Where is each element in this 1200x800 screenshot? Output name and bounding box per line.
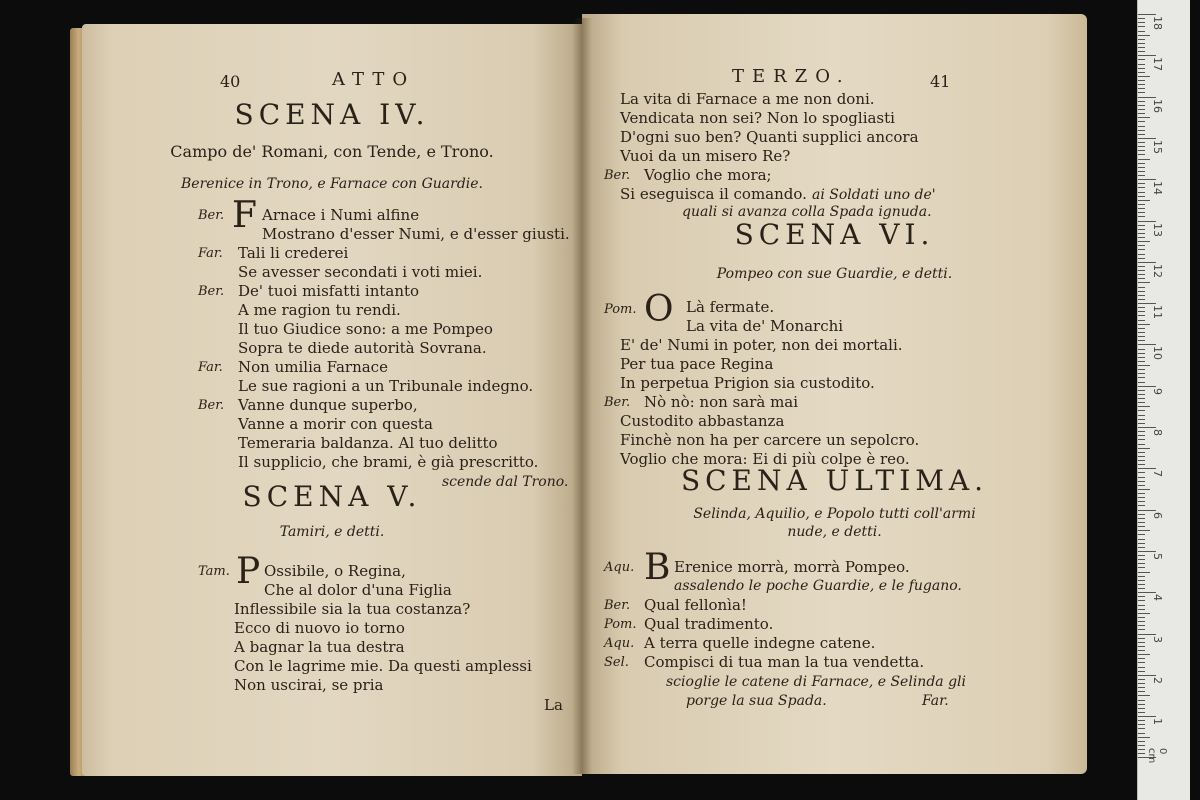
ruler-tick [1138,105,1145,106]
ruler-tick [1138,221,1156,222]
ruler-tick [1138,361,1145,362]
ruler-tick [1138,225,1145,226]
verse-line: Vendicata non sei? Non lo spogliasti [620,109,895,127]
ruler-tick [1138,171,1145,172]
ruler-tick [1138,249,1145,250]
ruler-tick [1138,167,1145,168]
speaker-label: Pom. [604,617,637,632]
ruler-tick [1138,489,1150,490]
ruler-tick [1138,510,1156,511]
ruler-tick [1138,671,1145,672]
stage-direction: ai Soldati uno de' [812,187,936,203]
ruler-tick [1138,299,1145,300]
ruler-tick [1138,51,1145,52]
page-number-left: 40 [220,72,241,91]
ruler-tick [1138,410,1145,411]
ruler-tick [1138,724,1145,725]
ruler-tick [1138,113,1145,114]
ruler-tick [1138,237,1145,238]
ruler-tick [1138,629,1145,630]
ruler-tick [1138,336,1145,337]
speaker-label: Pom. [604,302,637,317]
ruler-tick [1138,675,1156,676]
ruler-tick [1138,192,1145,193]
ruler-tick [1138,485,1145,486]
ruler-tick [1138,212,1145,213]
ruler-tick [1138,72,1145,73]
ruler-tick [1138,634,1156,635]
ruler-tick [1138,419,1145,420]
ruler-tick [1138,749,1145,750]
verse-line: Vuoi da un misero Re? [620,147,791,165]
ruler-tick [1138,402,1145,403]
ruler-tick [1138,452,1145,453]
ruler-tick [1138,97,1156,98]
verse-line: Ecco di nuovo io torno [234,619,405,637]
ruler-tick [1138,596,1145,597]
ruler-tick [1138,142,1145,143]
ruler-tick [1138,472,1145,473]
ruler-number: 10 [1151,346,1164,361]
ruler-tick [1138,406,1150,407]
speaker-label: Tam. [198,564,230,579]
ruler-tick [1138,588,1145,589]
ruler-tick [1138,667,1145,668]
verse-line: Per tua pace Regina [620,355,774,373]
ruler-tick [1138,59,1145,60]
ruler-tick [1138,270,1145,271]
ruler-tick [1138,514,1145,515]
ruler-tick [1138,584,1145,585]
verse-line: Arnace i Numi alfine [262,206,420,224]
ruler-tick [1138,390,1145,391]
verse-line: Mostrano d'esser Numi, e d'esser giusti. [262,225,570,243]
ruler-tick [1138,650,1145,651]
stage-direction: Berenice in Trono, e Farnace con Guardie. [181,176,483,192]
verse-line: Con le lagrime mie. Da questi amplessi [234,657,532,675]
scene-title: SCENA ULTIMA. [680,464,989,497]
speaker-label: Aqu. [604,560,635,575]
ruler-tick [1138,481,1145,482]
ruler-tick [1138,22,1145,23]
ruler-tick [1138,386,1156,387]
ruler-tick [1138,423,1145,424]
ruler-tick [1138,18,1145,19]
ruler-tick [1138,559,1145,560]
ruler-tick [1138,92,1145,93]
ruler-tick [1138,398,1145,399]
ruler-tick [1138,526,1145,527]
ruler-tick [1138,154,1145,155]
ruler-tick [1138,175,1145,176]
ruler-tick [1138,638,1145,639]
left-page [82,24,582,776]
ruler-tick [1138,534,1145,535]
speaker-label: Ber. [604,598,631,613]
ruler-tick [1138,505,1145,506]
ruler-unit-label: 0 cm [1146,748,1168,764]
ruler-tick [1138,121,1145,122]
ruler-tick [1138,444,1145,445]
ruler-tick [1138,369,1145,370]
verse-line: Inflessibile sia la tua costanza? [234,600,471,618]
ruler-number: 6 [1151,511,1164,519]
ruler-tick [1138,576,1145,577]
verse-line: Che al dolor d'una Figlia [264,581,452,599]
ruler-tick [1138,216,1145,217]
ruler-tick [1138,130,1145,131]
ruler-tick [1138,753,1145,754]
verse-line: Non umilia Farnace [238,358,388,376]
ruler-tick [1138,233,1145,234]
ruler-tick [1138,572,1150,573]
stage-direction: nude, e detti. [787,524,882,540]
ruler-tick [1138,150,1145,151]
ruler-tick [1138,547,1145,548]
verse-line: Il tuo Giudice sono: a me Pompeo [238,320,493,338]
speaker-label: Ber. [604,168,631,183]
verse-line: Se avesser secondati i voti miei. [238,263,483,281]
ruler-tick [1138,737,1150,738]
ruler-tick [1138,245,1145,246]
ruler-tick [1138,324,1150,325]
verse-line: De' tuoi misfatti intanto [238,282,420,300]
stage-direction: Selinda, Aquilio, e Popolo tutti coll'armi [693,506,976,522]
ruler-number: 7 [1151,470,1164,478]
speaker-label: Far. [198,360,223,375]
ruler-tick [1138,431,1145,432]
ruler-tick [1138,39,1145,40]
ruler-tick [1138,704,1145,705]
ruler-tick [1138,662,1145,663]
ruler-tick [1138,287,1145,288]
ruler-tick [1138,26,1145,27]
ruler-tick [1138,728,1145,729]
ruler-tick [1138,126,1145,127]
stage-direction: Tamiri, e detti. [279,524,385,540]
ruler-tick [1138,229,1145,230]
ruler-tick [1138,84,1145,85]
ruler-tick [1138,691,1145,692]
ruler-tick [1138,187,1145,188]
ruler-tick [1138,448,1150,449]
ruler-tick [1138,138,1156,139]
ruler-tick [1138,80,1145,81]
stage-direction: assalendo le poche Guardie, e le fugano. [674,578,962,594]
ruler-tick [1138,716,1156,717]
drop-cap: F [232,195,257,236]
catchword: La [544,696,563,714]
running-head-right: TERZO. [732,66,851,87]
ruler-tick [1138,163,1145,164]
ruler-tick [1138,382,1145,383]
verse-line: Qual fellonìa! [644,596,747,614]
ruler-tick [1138,208,1145,209]
ruler-tick [1138,733,1145,734]
ruler-tick [1138,365,1150,366]
stage-direction: Pompeo con sue Guardie, e detti. [716,266,953,282]
ruler-tick [1138,315,1145,316]
ruler-tick [1138,262,1156,263]
ruler-tick [1138,712,1145,713]
ruler-tick [1138,159,1150,160]
ruler-tick [1138,625,1145,626]
ruler-tick [1138,357,1145,358]
ruler-tick [1138,274,1145,275]
ruler-number: 11 [1151,305,1164,320]
ruler-tick [1138,497,1145,498]
ruler-tick [1138,35,1150,36]
speaker-label: Aqu. [604,636,635,651]
stage-direction: quali si avanza colla Spada ignuda. [682,204,932,220]
verse-line: E' de' Numi in poter, non dei mortali. [620,336,903,354]
speaker-label: Ber. [198,208,225,223]
ruler-tick [1138,101,1145,102]
ruler-number: 2 [1151,676,1164,684]
ruler-tick [1138,658,1145,659]
verse-line: Erenice morrà, morrà Pompeo. [674,558,910,576]
ruler-tick [1138,394,1145,395]
drop-cap: B [644,547,671,588]
stage-direction: scende dal Trono. [442,474,569,490]
verse-line: Vanne dunque superbo, [238,396,418,414]
ruler-tick [1138,415,1145,416]
ruler-tick [1138,427,1156,428]
ruler-number: 15 [1151,139,1164,154]
verse-line: Nò nò: non sarà mai [644,393,799,411]
verse-line: Vanne a morir con questa [238,415,433,433]
ruler-tick [1138,377,1145,378]
ruler-tick [1138,373,1145,374]
ruler-number: 4 [1151,594,1164,602]
ruler-tick [1138,349,1145,350]
ruler-tick [1138,43,1145,44]
ruler-tick [1138,654,1150,655]
verse-line: Sopra te diede autorità Sovrana. [238,339,487,357]
ruler-tick [1138,291,1145,292]
verse-line: Voglio che mora; [644,166,772,184]
ruler-tick [1138,353,1145,354]
ruler-tick [1138,200,1150,201]
ruler-tick [1138,539,1145,540]
ruler-tick [1138,117,1150,118]
ruler-tick [1138,530,1150,531]
verse-line: A me ragion tu rendi. [238,301,401,319]
ruler-tick [1138,241,1150,242]
ruler-tick [1138,679,1145,680]
drop-cap: O [644,289,674,330]
stage-direction: scioglie le catene di Farnace, e Selinda gli [666,674,966,690]
ruler-tick [1138,68,1145,69]
book-gutter [572,18,592,774]
ruler-tick [1138,146,1145,147]
ruler-tick [1138,695,1150,696]
ruler-tick [1138,580,1145,581]
ruler-tick [1138,683,1145,684]
verse-line: Voglio che mora: Ei di più colpe è reo. [620,450,910,468]
ruler-tick [1138,600,1145,601]
ruler-tick [1138,741,1145,742]
ruler-tick [1138,613,1150,614]
ruler-tick [1138,605,1145,606]
ruler-number: 3 [1151,635,1164,643]
catchword: Far. [922,693,949,709]
ruler-tick [1138,617,1145,618]
verse-line: Tali li crederei [238,244,349,262]
verse-line: Custodito abbastanza [620,412,785,430]
ruler-tick [1138,183,1145,184]
speaker-label: Ber. [198,398,225,413]
ruler-tick [1138,518,1145,519]
ruler-tick [1138,501,1145,502]
ruler-tick [1138,134,1145,135]
verse-line: Compisci di tua man la tua vendetta. [644,653,925,671]
speaker-label: Ber. [198,284,225,299]
scene-title: SCENA IV. [234,98,430,131]
ruler-tick [1138,745,1145,746]
ruler-number: 12 [1151,263,1164,278]
ruler-tick [1138,493,1145,494]
ruler-tick [1138,522,1145,523]
ruler-tick [1138,563,1145,564]
ruler-number: 14 [1151,181,1164,196]
verse-line: Temeraria baldanza. Al tuo delitto [238,434,498,452]
ruler-tick [1138,340,1145,341]
verse-line: Ossibile, o Regina, [264,562,406,580]
open-book [62,10,1092,780]
ruler-tick [1138,720,1145,721]
ruler-tick [1138,464,1145,465]
page-number-right: 41 [930,72,951,91]
ruler-tick [1138,328,1145,329]
ruler-tick [1138,295,1145,296]
ruler-tick [1138,258,1145,259]
ruler-tick [1138,708,1145,709]
ruler-tick [1138,543,1145,544]
ruler-tick [1138,332,1145,333]
ruler-tick [1138,311,1145,312]
ruler-number: 13 [1151,222,1164,237]
ruler-tick [1138,204,1145,205]
verse-line: La vita de' Monarchi [686,317,844,335]
verse-line: D'ogni suo ben? Quanti supplici ancora [620,128,919,146]
ruler-tick [1138,439,1145,440]
ruler-tick [1138,700,1145,701]
verse-line: A terra quelle indegne catene. [644,634,876,652]
ruler-tick [1138,609,1145,610]
ruler-tick [1138,687,1145,688]
ruler-tick [1138,31,1145,32]
ruler-number: 16 [1151,98,1164,113]
verse-line: La vita di Farnace a me non doni. [620,90,875,108]
ruler-number: 1 [1151,718,1164,726]
ruler-tick [1138,282,1150,283]
ruler-tick [1138,196,1145,197]
verse-line: Qual tradimento. [644,615,774,633]
verse-line: Le sue ragioni a un Tribunale indegno. [238,377,534,395]
drop-cap: P [236,551,261,592]
ruler-number: 18 [1151,16,1164,30]
verse-line: Non uscirai, se pria [234,676,384,694]
running-head-left: ATTO [332,69,416,90]
ruler-tick [1138,278,1145,279]
ruler-tick [1138,76,1150,77]
ruler-tick [1138,460,1145,461]
ruler-number: 5 [1151,552,1164,560]
verse-line: Il supplicio, che brami, è già prescritto. [238,453,539,471]
ruler-tick [1138,109,1145,110]
right-page [582,14,1087,774]
ruler-tick [1138,266,1145,267]
ruler-tick [1138,47,1145,48]
speaker-label: Sel. [604,655,629,670]
scene-title: SCENA V. [242,480,422,513]
ruler-tick [1138,555,1145,556]
ruler-tick [1138,320,1145,321]
verse-line: A bagnar la tua destra [234,638,405,656]
ruler-tick [1138,64,1145,65]
ruler-tick [1138,567,1145,568]
verse-line: Là fermate. [686,298,775,316]
scene-title: SCENA VI. [734,218,935,251]
ruler-tick [1138,642,1145,643]
verse-line: Si eseguisca il comando. [620,185,807,203]
scene-setting: Campo de' Romani, con Tende, e Trono. [170,142,494,161]
ruler-number: 17 [1151,57,1164,72]
measuring-ruler [1137,0,1190,800]
ruler-tick [1138,435,1145,436]
ruler-number: 8 [1151,429,1164,436]
ruler-tick [1138,646,1145,647]
ruler-tick [1138,303,1156,304]
ruler-number: 9 [1151,387,1164,395]
ruler-tick [1138,551,1156,552]
verse-line: In perpetua Prigion sia custodito. [620,374,875,392]
ruler-tick [1138,14,1156,15]
verse-line: Finchè non ha per carcere un sepolcro. [620,431,920,449]
ruler-tick [1138,307,1145,308]
ruler-tick [1138,254,1145,255]
stage-direction: porge la sua Spada. [686,693,827,709]
ruler-tick [1138,88,1145,89]
speaker-label: Far. [198,246,223,261]
ruler-tick [1138,456,1145,457]
ruler-tick [1138,621,1145,622]
speaker-label: Ber. [604,395,631,410]
ruler-tick [1138,477,1145,478]
